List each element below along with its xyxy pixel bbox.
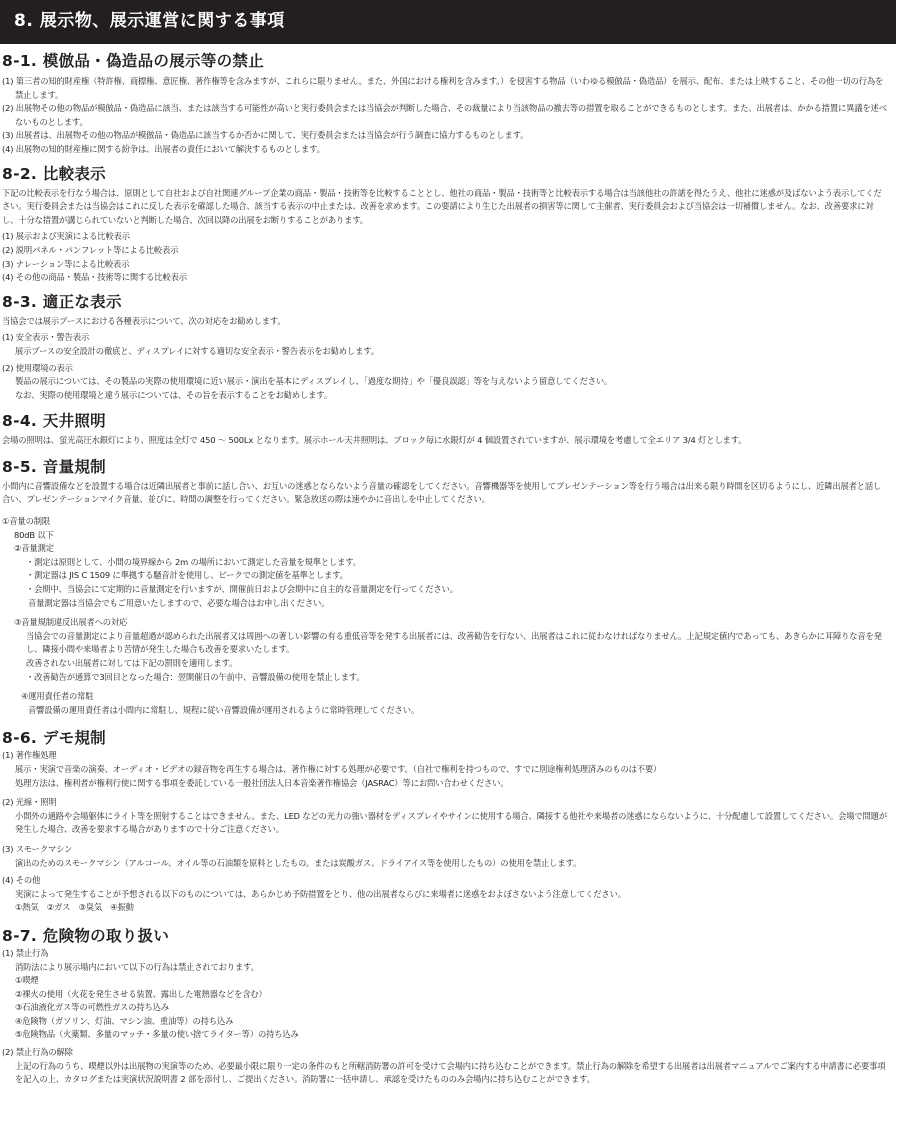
- s7-prohibited-head: (1) 禁止行為: [2, 947, 49, 958]
- s6-light-head: (2) 光線・照明: [2, 797, 57, 808]
- s6-other-body: 実演によって発生することが予想される以下のものについては、あらかじめ予防措置をとり、他の出展者ならびに来場者に迷惑をおよぼさないよう注意してください。: [15, 888, 626, 899]
- s5-measure-head: ②音量測定: [14, 543, 54, 554]
- s3-item2-body-2: なお、実際の使用環境と違う展示については、その旨を表示することをお勧めします。: [15, 389, 332, 400]
- s7-prohibited-body: 消防法により展示場内において以下の行為は禁止されております。: [15, 961, 259, 972]
- s1-item-3: (3) 出展者は、出展物その他の物品が模倣品・偽造品に該当するか否かに関して、実行委員会または当協会が行う調査に協力するものとします。: [2, 130, 529, 141]
- section-title-8-4: 8-4. 天井照明: [2, 412, 106, 431]
- s5-manager-head: ④運用責任者の常駐: [21, 691, 94, 702]
- chapter-header: [0, 0, 896, 44]
- s5-violation-body-1: 当協会での音量測定により音量超過が認められた出展者又は周囲への著しい影響の有る重低音等を発する出展者には、改善勧告を行ない、出展者はこれに従わなければなりません。上記規定値内であっても、あきらかに耳障りな音を発し、隣接小間や来場者より苦情が発生した場合も改善を要求いたします。: [26, 630, 882, 655]
- s6-copyright-body-1: 展示・実演で音楽の演奏、オーディオ・ビデオの録音物を再生する場合は、著作権に対する処理が必要です。（自社で権利を持つもので、すでに別途権利処理済みのものは不要）: [15, 763, 662, 774]
- s5-measure-item-1: ・測定は原則として、小間の境界線から 2m の場所において測定した音量を規準とします。: [26, 556, 361, 567]
- s2-item-2: (2) 説明パネル・パンフレット等による比較表示: [2, 244, 179, 255]
- s6-smoke-body: 演出のためのスモークマシン（アルコール、オイル等の石油類を原料としたもの。または炭酸ガス、ドライアイス等を使用したもの）の使用を禁止します。: [15, 857, 582, 868]
- s6-copyright-body-2: 処理方法は、権利者が権利行使に関する事項を委託している一般社団法人日本音楽著作権協会（JASRAC）等にお問い合わせください。: [15, 777, 509, 788]
- s3-item2-body-1: 製品の展示については、その製品の実際の使用環境に近い展示・演出を基本にディスプレイし、「過度な期待」や「優良誤認」等を与えないよう留意してください。: [15, 376, 613, 387]
- s7-prohibited-item-2: ②裸火の使用（火花を発生させる装置、露出した電熱器などを含む）: [15, 988, 267, 999]
- section-title-8-7: 8-7. 危険物の取り扱い: [2, 926, 170, 945]
- section-title-8-2: 8-2. 比較表示: [2, 164, 106, 183]
- s7-prohibited-item-5: ⑤危険物品（火薬類、多量のマッチ・多量の使い捨てライター等）の持ち込み: [15, 1029, 299, 1040]
- s7-prohibited-item-1: ①喫煙: [15, 975, 39, 986]
- chapter-title: 8. 展示物、展示運営に関する事項: [14, 11, 285, 32]
- s1-item-1: (1) 第三者の知的財産権（特許権、商標権、意匠権、著作権等を含みますが、これらに限りません。また、外国における権利を含みます。）を侵害する物品（いわゆる模倣品・偽造品）を展示、配布、または上映すること、その他一切の行為を禁止します。: [2, 76, 884, 100]
- s5-measure-item-4: 音量測定器は当協会でもご用意いたしますので、必要な場合はお申し出ください。: [28, 597, 330, 608]
- s2-item-4: (4) その他の商品・製品・技術等に関する比較表示: [2, 272, 187, 283]
- s6-other-head: (4) その他: [2, 875, 41, 886]
- s5-manager-body: 音響設備の運用責任者は小間内に常駐し、規程に従い音響設備が運用されるように常時管理してください。: [28, 704, 420, 715]
- s5-measure-item-2: ・測定器は JIS C 1509 に準拠する騒音計を使用し、ピークでの測定値を基準とします。: [26, 570, 348, 581]
- section-title-8-5: 8-5. 音量規制: [2, 457, 106, 476]
- s6-light-body: 小間外の通路や会場躯体にライト等を照射することはできません。また、LED などの光力の強い器材をディスプレイやサインに使用する場合、隣接する他社や来場者の迷惑にならないように、十分配慮して設置してください。会場で問題が発生した場合、改善を要求する場合がありますので十分ご注意ください。: [15, 810, 887, 835]
- section-title-8-3: 8-3. 適正な表示: [2, 292, 122, 311]
- s3-item2-head: (2) 使用環境の表示: [2, 362, 73, 373]
- s6-copyright-head: (1) 著作権処理: [2, 750, 57, 761]
- document-body: [0, 44, 900, 1087]
- section-title-8-6: 8-6. デモ規制: [2, 729, 106, 748]
- s6-smoke-head: (3) スモークマシン: [2, 843, 73, 854]
- s2-item-3: (3) ナレーション等による比較表示: [2, 258, 130, 269]
- s1-item-4: (4) 出展物の知的財産権に関する紛争は、出展者の責任において解決するものとします。: [2, 143, 325, 154]
- s5-violation-body-2: 改善されない出展者に対しては下記の罰則を適用します。: [26, 658, 238, 668]
- s1-item-2: (2) 出展物その他の物品が模倣品・偽造品に該当、または該当する可能性が高いと実行委員会または当協会が判断した場合、その裁量により当該物品の撤去等の措置を取ることができるものとします。また、出展者は、かかる措置に異議を述べないものとします。: [2, 103, 887, 127]
- s2-intro: 下記の比較表示を行なう場合は、原則として自社および自社関連グループ企業の商品・製品・技術等を比較することとし、他社の商品・製品・技術等と比較表示する場合は当該他社の許諾を得たうえ、他社に迷惑が及ばないよう表示してください。実行委員会または当協会はこれに反した表示を確認した場合、該当する表示の中止または、改善を求めます。この要請により生じた出展者の損害等に関して主催者、実行委員会および当協会は一切補償しません。なお、改善要求に対し、十分な措置が講じられていないと判断した場合、次回以降の出展をお断りすることがあります。: [2, 187, 882, 225]
- s3-intro: 当協会では展示ブースにおける各種表示について、次の対応をお勧めします。: [2, 315, 286, 326]
- s3-item1-head: (1) 安全表示・警告表示: [2, 332, 90, 343]
- section-title-8-1: 8-1. 模倣品・偽造品の展示等の禁止: [2, 52, 264, 70]
- s4-body: 会場の照明は、蛍光高圧水銀灯により、照度は全灯で 450 ～ 500Lx となります。展示ホール天井照明は、ブロック毎に水銀灯が 4 個設置されていますが、展示環境を考慮して全エリア 3/4 灯とします。: [2, 435, 747, 446]
- s6-other-list: ①熱気 ②ガス ③臭気 ④振動: [15, 902, 134, 913]
- s5-limit-value: 80dB 以下: [14, 529, 54, 540]
- s5-limit-head: ①音量の制限: [2, 516, 51, 527]
- s3-item1-body: 展示ブースの安全設計の徹底と、ディスプレイに対する適切な安全表示・警告表示をお勧めします。: [15, 345, 379, 356]
- s7-release-head: (2) 禁止行為の解除: [2, 1047, 73, 1058]
- s5-violation-body-3: ・改善勧告が通算で3回目となった場合：翌開催日の午前中、音響設備の使用を禁止します。: [26, 671, 365, 682]
- s5-violation-head: ③音量規制違反出展者への対応: [14, 617, 128, 628]
- s7-prohibited-item-4: ④危険物（ガソリン、灯油、マシン油、重油等）の持ち込み: [15, 1015, 234, 1026]
- s5-measure-item-3: ・会期中、当協会にて定期的に音量測定を行いますが、開催前日および会期中に自主的な音量測定を行ってください。: [26, 584, 458, 595]
- s7-release-body: 上記の行為のうち、喫煙以外は出展物の実演等のため、必要最小限に限り一定の条件のもと所轄消防署の許可を受けて会場内に持ち込むことができます。禁止行為の解除を希望する出展者は出展者マニュアルでご案内する申請書に必要事項を記入の上、カタログまたは実演状況説明書 2 部を添付し、ご提出ください。消防署に一括申請し、承認を受けたもののみ会場内に持ち込むことができます。: [15, 1060, 886, 1085]
- s7-prohibited-item-3: ③石油液化ガス等の可燃性ガスの持ち込み: [15, 1002, 169, 1013]
- s2-item-1: (1) 展示および実演による比較表示: [2, 231, 130, 242]
- s5-intro: 小間内に音響設備などを設置する場合は近隣出展者と事前に話し合い、お互いの迷惑とならないよう音量の確認をしてください。音響機器等を使用してプレゼンテーション等を行う場合は出来る限り時間を区切るようにし、近隣出展者と話し合い、プレゼンテーションマイク音量、並びに、時間の調整を行ってください。緊急放送の際は速やかに音出しを中止してください。: [2, 480, 882, 505]
